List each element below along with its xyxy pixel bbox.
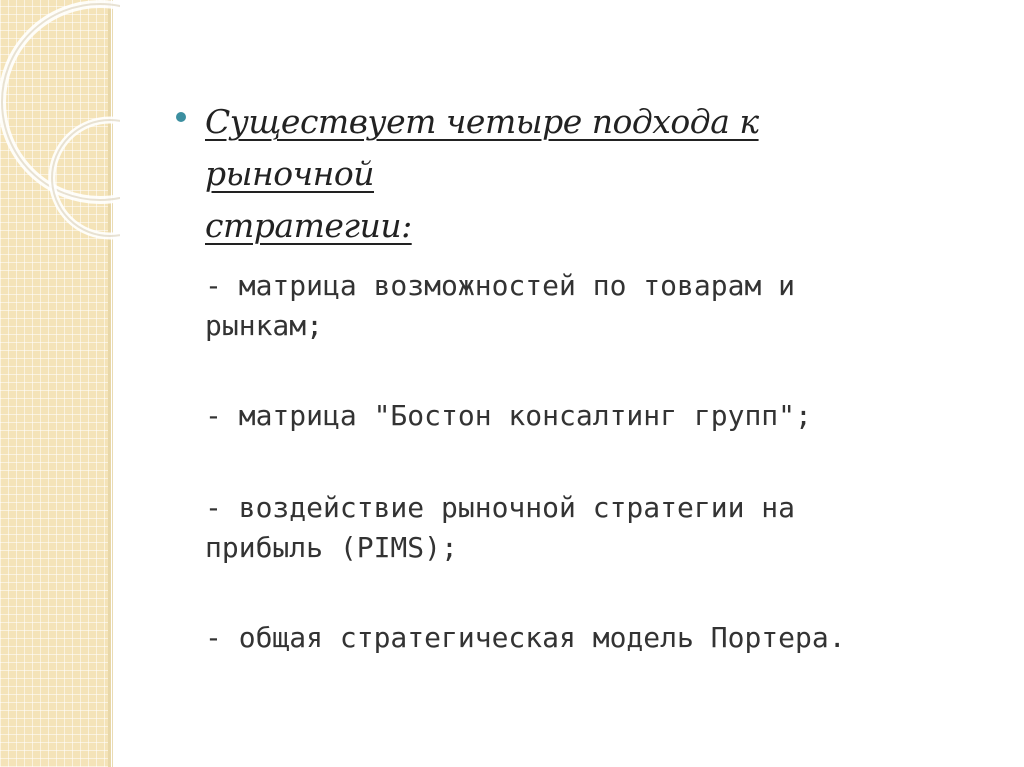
list-item: - общая стратегическая модель Портера.	[205, 621, 846, 654]
slide-heading: Существует четыре подхода к рыночной стратегии:	[205, 102, 759, 245]
list-item: - воздействие рыночной стратегии на прибыль (PIMS);	[205, 491, 796, 564]
list-item: - матрица возможностей по товарам и рынкам;	[205, 269, 796, 342]
bullet-icon	[176, 112, 186, 122]
list-item: - матрица "Бостон консалтинг групп";	[205, 399, 812, 432]
